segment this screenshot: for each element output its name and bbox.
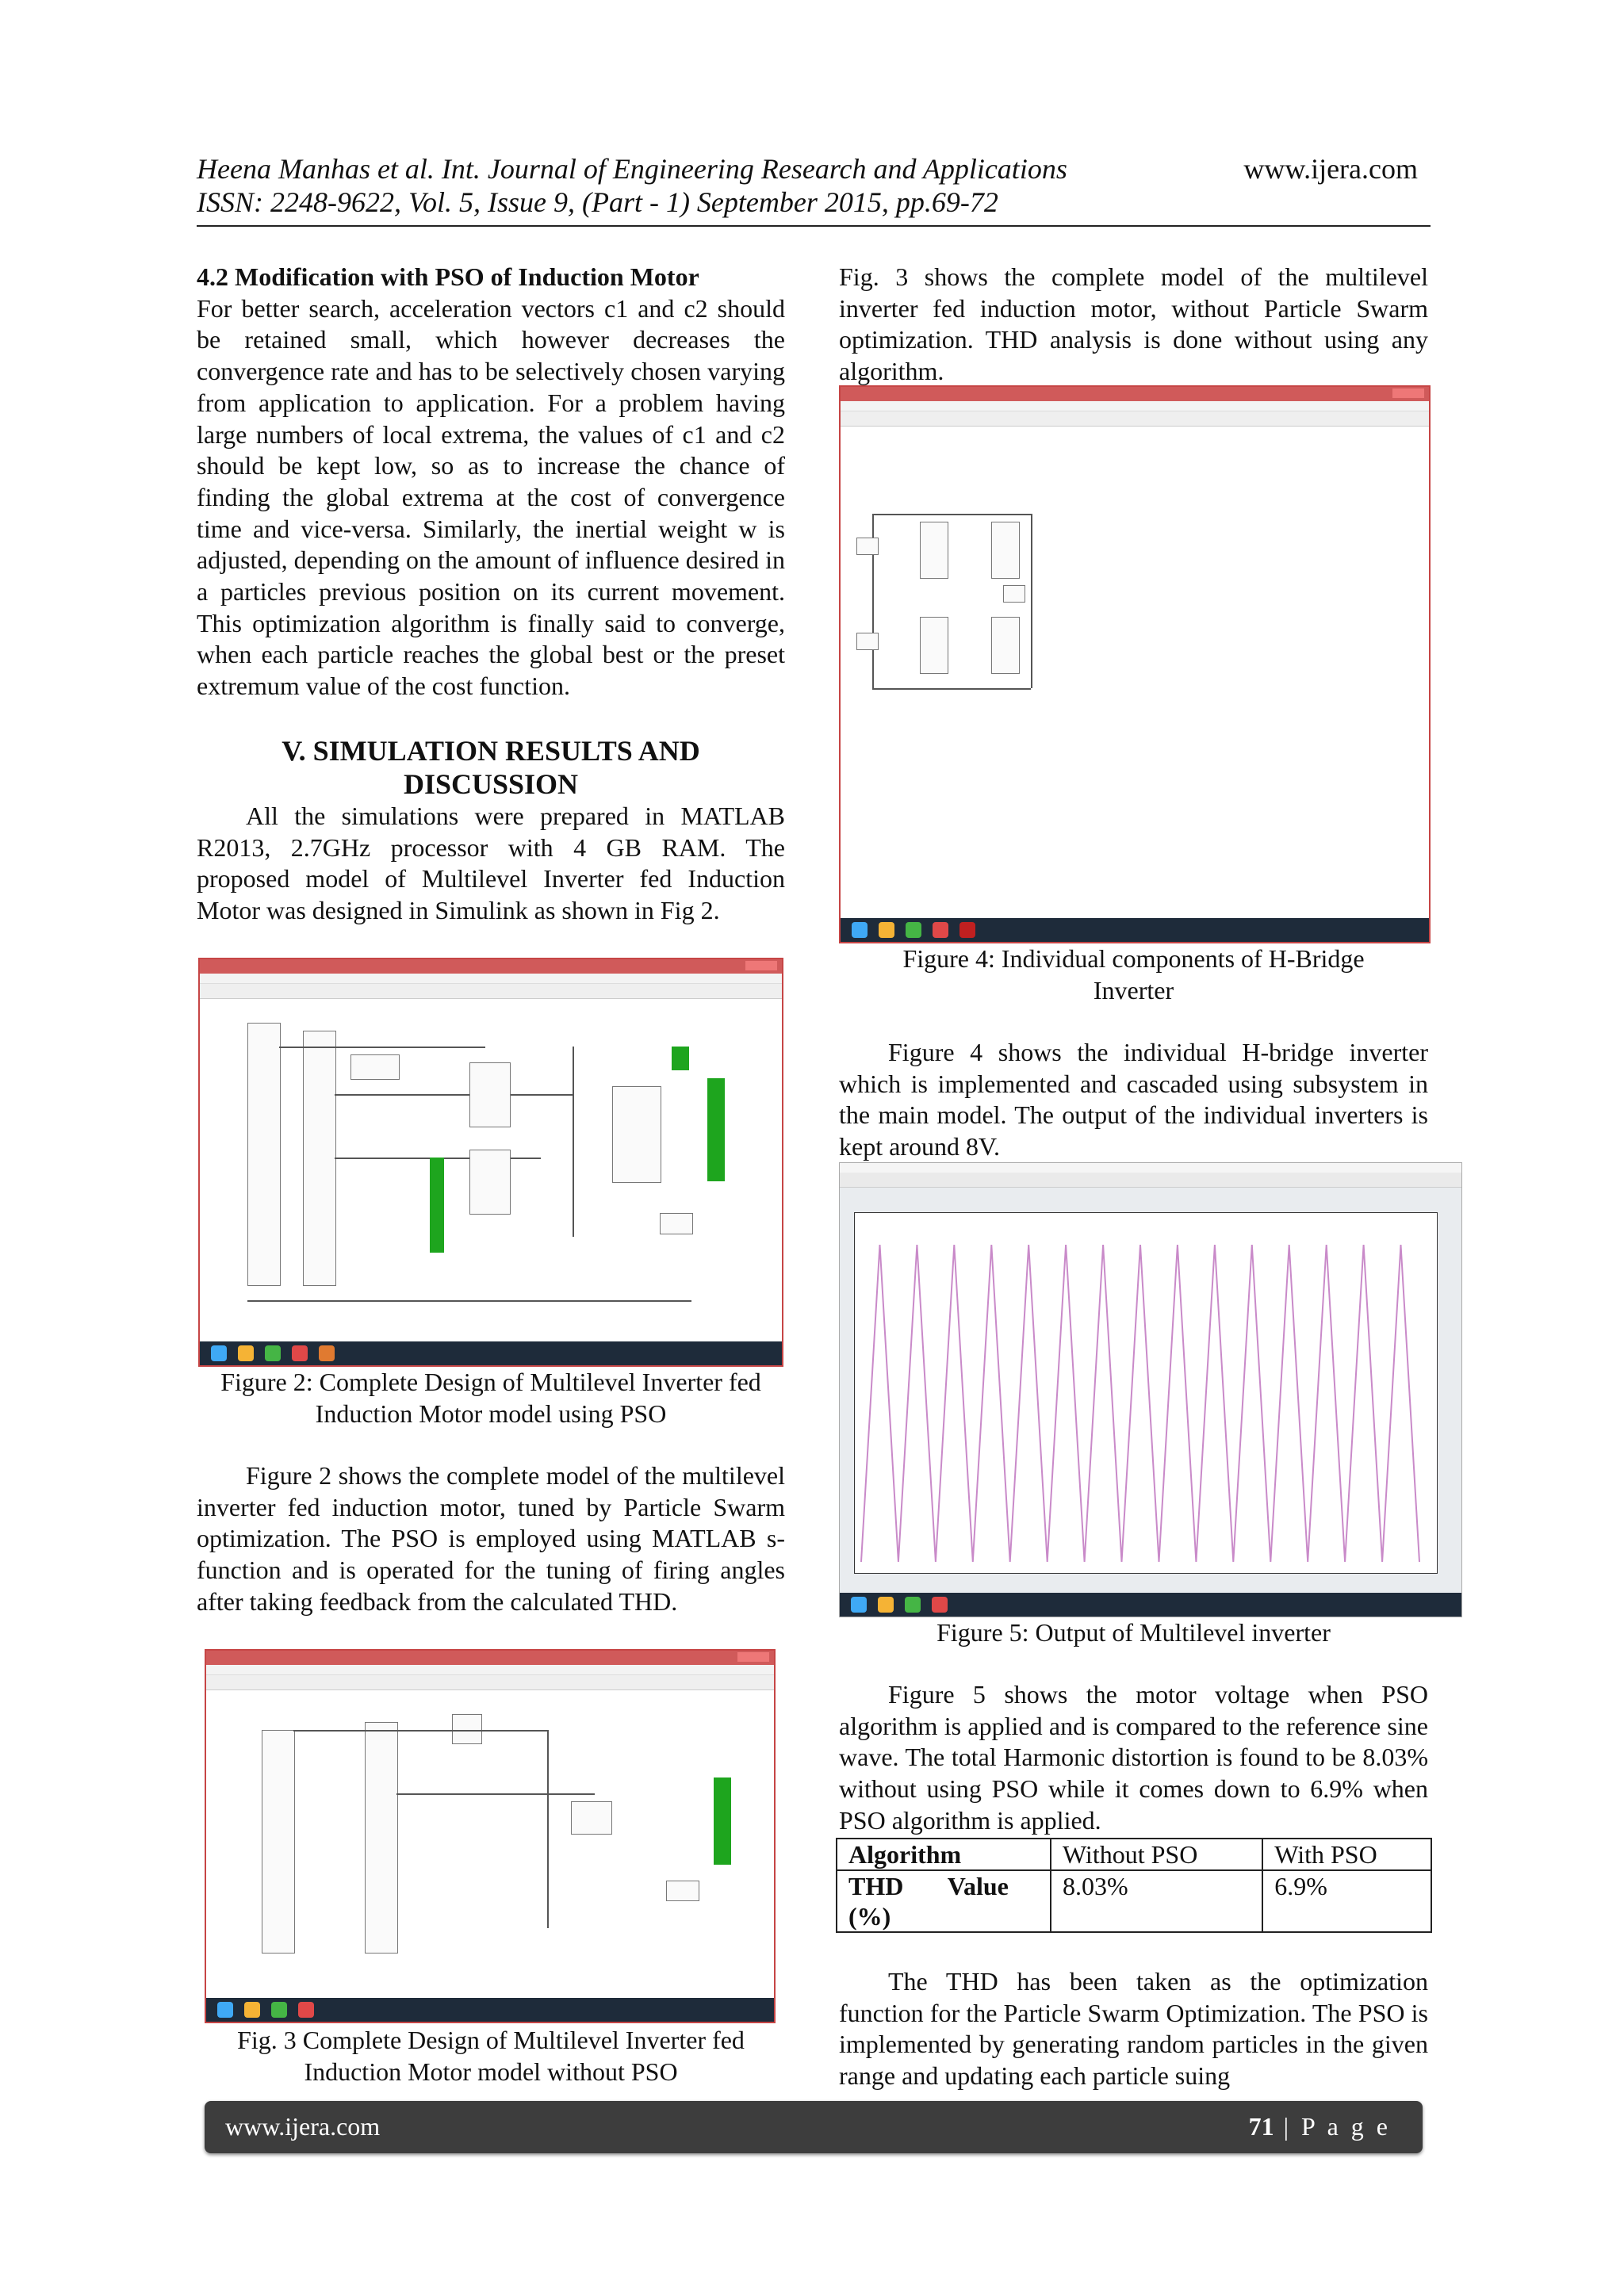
page-footer bbox=[205, 2101, 1423, 2153]
header-rule bbox=[197, 225, 1431, 227]
figure-2-image bbox=[198, 958, 783, 1367]
waveform-trace bbox=[861, 1245, 1419, 1562]
figure-4-discussion: Figure 4 shows the individual H-bridge inverter which is implemented and cascaded using subsystem in the main model. The output of the individual inverters is kept around 8V. bbox=[839, 1038, 1428, 1161]
page-number: 71 | P a g e bbox=[1248, 2112, 1391, 2141]
header-line-1 bbox=[197, 152, 1431, 186]
figure-2-caption: Figure 2: Complete Design of Multilevel Inverter fed Induction Motor model using PSO bbox=[220, 1368, 761, 1428]
table-row-label: THD Value (%) bbox=[837, 1870, 1051, 1932]
table-row-thd bbox=[837, 1870, 1431, 1932]
figure-5-discussion: Figure 5 shows the motor voltage when PSO algorithm is applied and is compared to the reference sine wave. The total Harmonic distortion is found to be 8.03% without using PSO while it comes down to 6.9% when PSO algorithm is applied. bbox=[839, 1680, 1428, 1835]
table-header-row bbox=[837, 1839, 1431, 1870]
section-4-2-body: For better search, acceleration vectors c1 and c2 should be retained small, which however decreases the convergence rate and has to be selectively chosen varying from application to application. For a problem having large numbers of local extrema, the values of c1 and c2 should be kept low, so as to increase the chance of finding the global extrema at the cost of convergence time and vice-versa. Similarly, the inertial weight w is adjusted, depending on the amount of influence desired in a particles previous position on its current movement. This optimization algorithm is finally said to converge, when each particle reaches the global best or the preset extremum value of the cost function. bbox=[197, 293, 786, 701]
figure-2-discussion: Figure 2 shows the complete model of the multilevel inverter fed induction motor, tuned by Particle Swarm optimization. The PSO is employed using MATLAB s-function and is operated for the tuning of firing angles after taking feedback from the calculated THD. bbox=[197, 1461, 785, 1616]
scope-plot bbox=[854, 1212, 1438, 1574]
journal-citation: Heena Manhas et al. Int. Journal of Engineering Research and Applications bbox=[197, 153, 1067, 185]
header-site[interactable]: www.ijera.com bbox=[1243, 153, 1418, 185]
footer-site-link[interactable]: www.ijera.com bbox=[225, 2112, 381, 2141]
figure-5-caption: Figure 5: Output of Multilevel inverter bbox=[936, 1618, 1331, 1647]
triangular-waveform bbox=[855, 1213, 1437, 1573]
left-column-top bbox=[197, 262, 785, 927]
figure-4-image bbox=[839, 385, 1431, 943]
figure-4-caption: Figure 4: Individual components of H-Bridge Inverter bbox=[902, 944, 1365, 1004]
figure-3-caption: Fig. 3 Complete Design of Multilevel Inverter fed Induction Motor model without PSO bbox=[237, 2026, 745, 2086]
issn-line: ISSN: 2248-9622, Vol. 5, Issue 9, (Part - 1) September 2015, pp.69-72 bbox=[197, 186, 998, 218]
table-header-algorithm: Algorithm bbox=[837, 1839, 1051, 1870]
table-cell-without-pso: 8.03% bbox=[1051, 1870, 1262, 1932]
figure-3-discussion: Fig. 3 shows the complete model of the multilevel inverter fed induction motor, without Particle Swarm optimization. THD analysis is done without using any algorithm. bbox=[839, 262, 1428, 386]
thd-comparison-table bbox=[836, 1838, 1432, 1933]
table-header-without-pso: Without PSO bbox=[1051, 1839, 1262, 1870]
section-4-2-heading: 4.2 Modification with PSO of Induction Motor bbox=[197, 262, 699, 291]
section-v-body: All the simulations were prepared in MATLAB R2013, 2.7GHz processor with 4 GB RAM. The proposed model of Multilevel Inverter fed Induction Motor was designed in Simulink as shown in Fig 2. bbox=[197, 801, 785, 924]
table-cell-with-pso: 6.9% bbox=[1262, 1870, 1431, 1932]
running-header bbox=[197, 152, 1431, 219]
final-paragraph: The THD has been taken as the optimization function for the Particle Swarm Optimization. The PSO is implemented by generating random particles in the given range and updating each particle suing bbox=[839, 1967, 1428, 2091]
figure-5-image bbox=[839, 1162, 1462, 1617]
section-v-heading: V. SIMULATION RESULTS AND DISCUSSION bbox=[282, 734, 700, 800]
table-header-with-pso: With PSO bbox=[1262, 1839, 1431, 1870]
figure-3-image bbox=[205, 1649, 776, 2023]
